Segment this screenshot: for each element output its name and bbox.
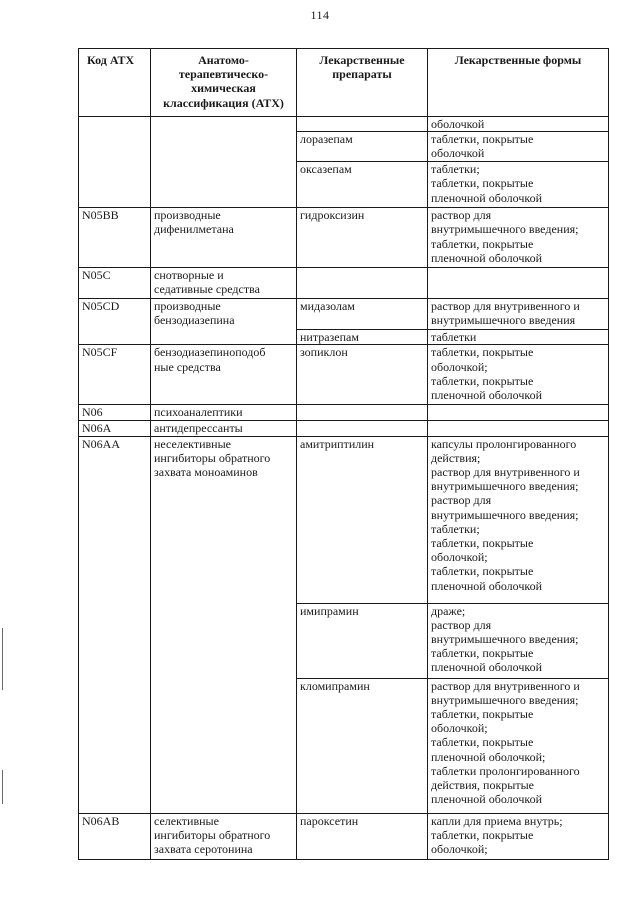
table-header-row: [79, 49, 609, 117]
atx-code-cell: N05C: [79, 268, 151, 299]
dosage-form-cell: [428, 421, 609, 436]
atx-code-cell: N06A: [79, 421, 151, 436]
dosage-form-cell: раствор для внутривенного и внутримышечного введения: [428, 299, 609, 330]
dosage-form-cell: драже; раствор для внутримышечного введения; таблетки, покрытые пленочной оболочкой: [428, 603, 609, 678]
table-row: [79, 405, 609, 421]
classification-cell: производные бензодиазепина: [151, 299, 297, 345]
dosage-form-cell: оболочкой: [428, 117, 609, 132]
drug-name-cell: [297, 405, 428, 421]
atx-code-cell: [79, 117, 151, 208]
drug-name-cell: пароксетин: [297, 813, 428, 859]
dosage-form-cell: [428, 405, 609, 421]
table-row: [79, 813, 609, 859]
drug-name-cell: кломипрамин: [297, 678, 428, 813]
classification-cell: психоаналептики: [151, 405, 297, 421]
dosage-form-cell: капли для приема внутрь; таблетки, покрытые оболочкой;: [428, 813, 609, 859]
scan-edge-mark: [2, 770, 3, 804]
classification-cell: антидепрессанты: [151, 421, 297, 436]
header-dosage-forms: Лекарственные формы: [428, 49, 609, 117]
drug-name-cell: [297, 421, 428, 436]
dosage-form-cell: раствор для внутримышечного введения; таблетки, покрытые пленочной оболочкой: [428, 208, 609, 268]
dosage-form-cell: [428, 268, 609, 299]
header-atx-code: Код АТХ: [79, 49, 151, 117]
atx-code-cell: N06AA: [79, 436, 151, 813]
table-row: [79, 299, 609, 330]
header-atx-classification: Анатомо- терапевтическо- химическая классификация (АТХ): [151, 49, 297, 117]
atx-code-cell: N06: [79, 405, 151, 421]
dosage-form-cell: капсулы пролонгированного действия; раствор для внутривенного и внутримышечного введения; раствор для внутримышечного введения; таблетки; таблетки, покрытые оболочкой; таблетки, покрытые пленочной оболочкой: [428, 436, 609, 603]
drug-name-cell: [297, 117, 428, 132]
dosage-form-cell: таблетки; таблетки, покрытые пленочной оболочкой: [428, 162, 609, 208]
classification-cell: [151, 117, 297, 208]
drug-name-cell: гидроксизин: [297, 208, 428, 268]
atx-code-cell: N05CD: [79, 299, 151, 345]
table-row: [79, 117, 609, 132]
table-row: [79, 436, 609, 603]
drug-name-cell: нитразепам: [297, 330, 428, 345]
header-drugs: Лекарственные препараты: [297, 49, 428, 117]
table-row: [79, 345, 609, 405]
atx-drug-table: [78, 48, 609, 860]
classification-cell: снотворные и седативные средства: [151, 268, 297, 299]
dosage-form-cell: таблетки: [428, 330, 609, 345]
atx-code-cell: N06AB: [79, 813, 151, 859]
drug-name-cell: амитриптилин: [297, 436, 428, 603]
table-row: [79, 268, 609, 299]
classification-cell: селективные ингибиторы обратного захвата серотонина: [151, 813, 297, 859]
drug-name-cell: имипрамин: [297, 603, 428, 678]
dosage-form-cell: раствор для внутривенного и внутримышечного введения; таблетки, покрытые оболочкой; таблетки, покрытые пленочной оболочкой; таблетки пролонгированного действия, покрытые пленочной оболочкой: [428, 678, 609, 813]
atx-code-cell: N05CF: [79, 345, 151, 405]
drug-name-cell: зопиклон: [297, 345, 428, 405]
classification-cell: производные дифенилметана: [151, 208, 297, 268]
drug-name-cell: [297, 268, 428, 299]
page-number: 114: [310, 8, 330, 22]
drug-name-cell: мидазолам: [297, 299, 428, 330]
drug-name-cell: оксазепам: [297, 162, 428, 208]
drug-name-cell: лоразепам: [297, 132, 428, 162]
scan-edge-mark: [2, 628, 3, 690]
table-row: [79, 208, 609, 268]
classification-cell: бензодиазепиноподоб ные средства: [151, 345, 297, 405]
table-row: [79, 421, 609, 436]
atx-code-cell: N05BB: [79, 208, 151, 268]
dosage-form-cell: таблетки, покрытые оболочкой; таблетки, покрытые пленочной оболочкой: [428, 345, 609, 405]
classification-cell: неселективные ингибиторы обратного захвата моноаминов: [151, 436, 297, 813]
dosage-form-cell: таблетки, покрытые оболочкой: [428, 132, 609, 162]
